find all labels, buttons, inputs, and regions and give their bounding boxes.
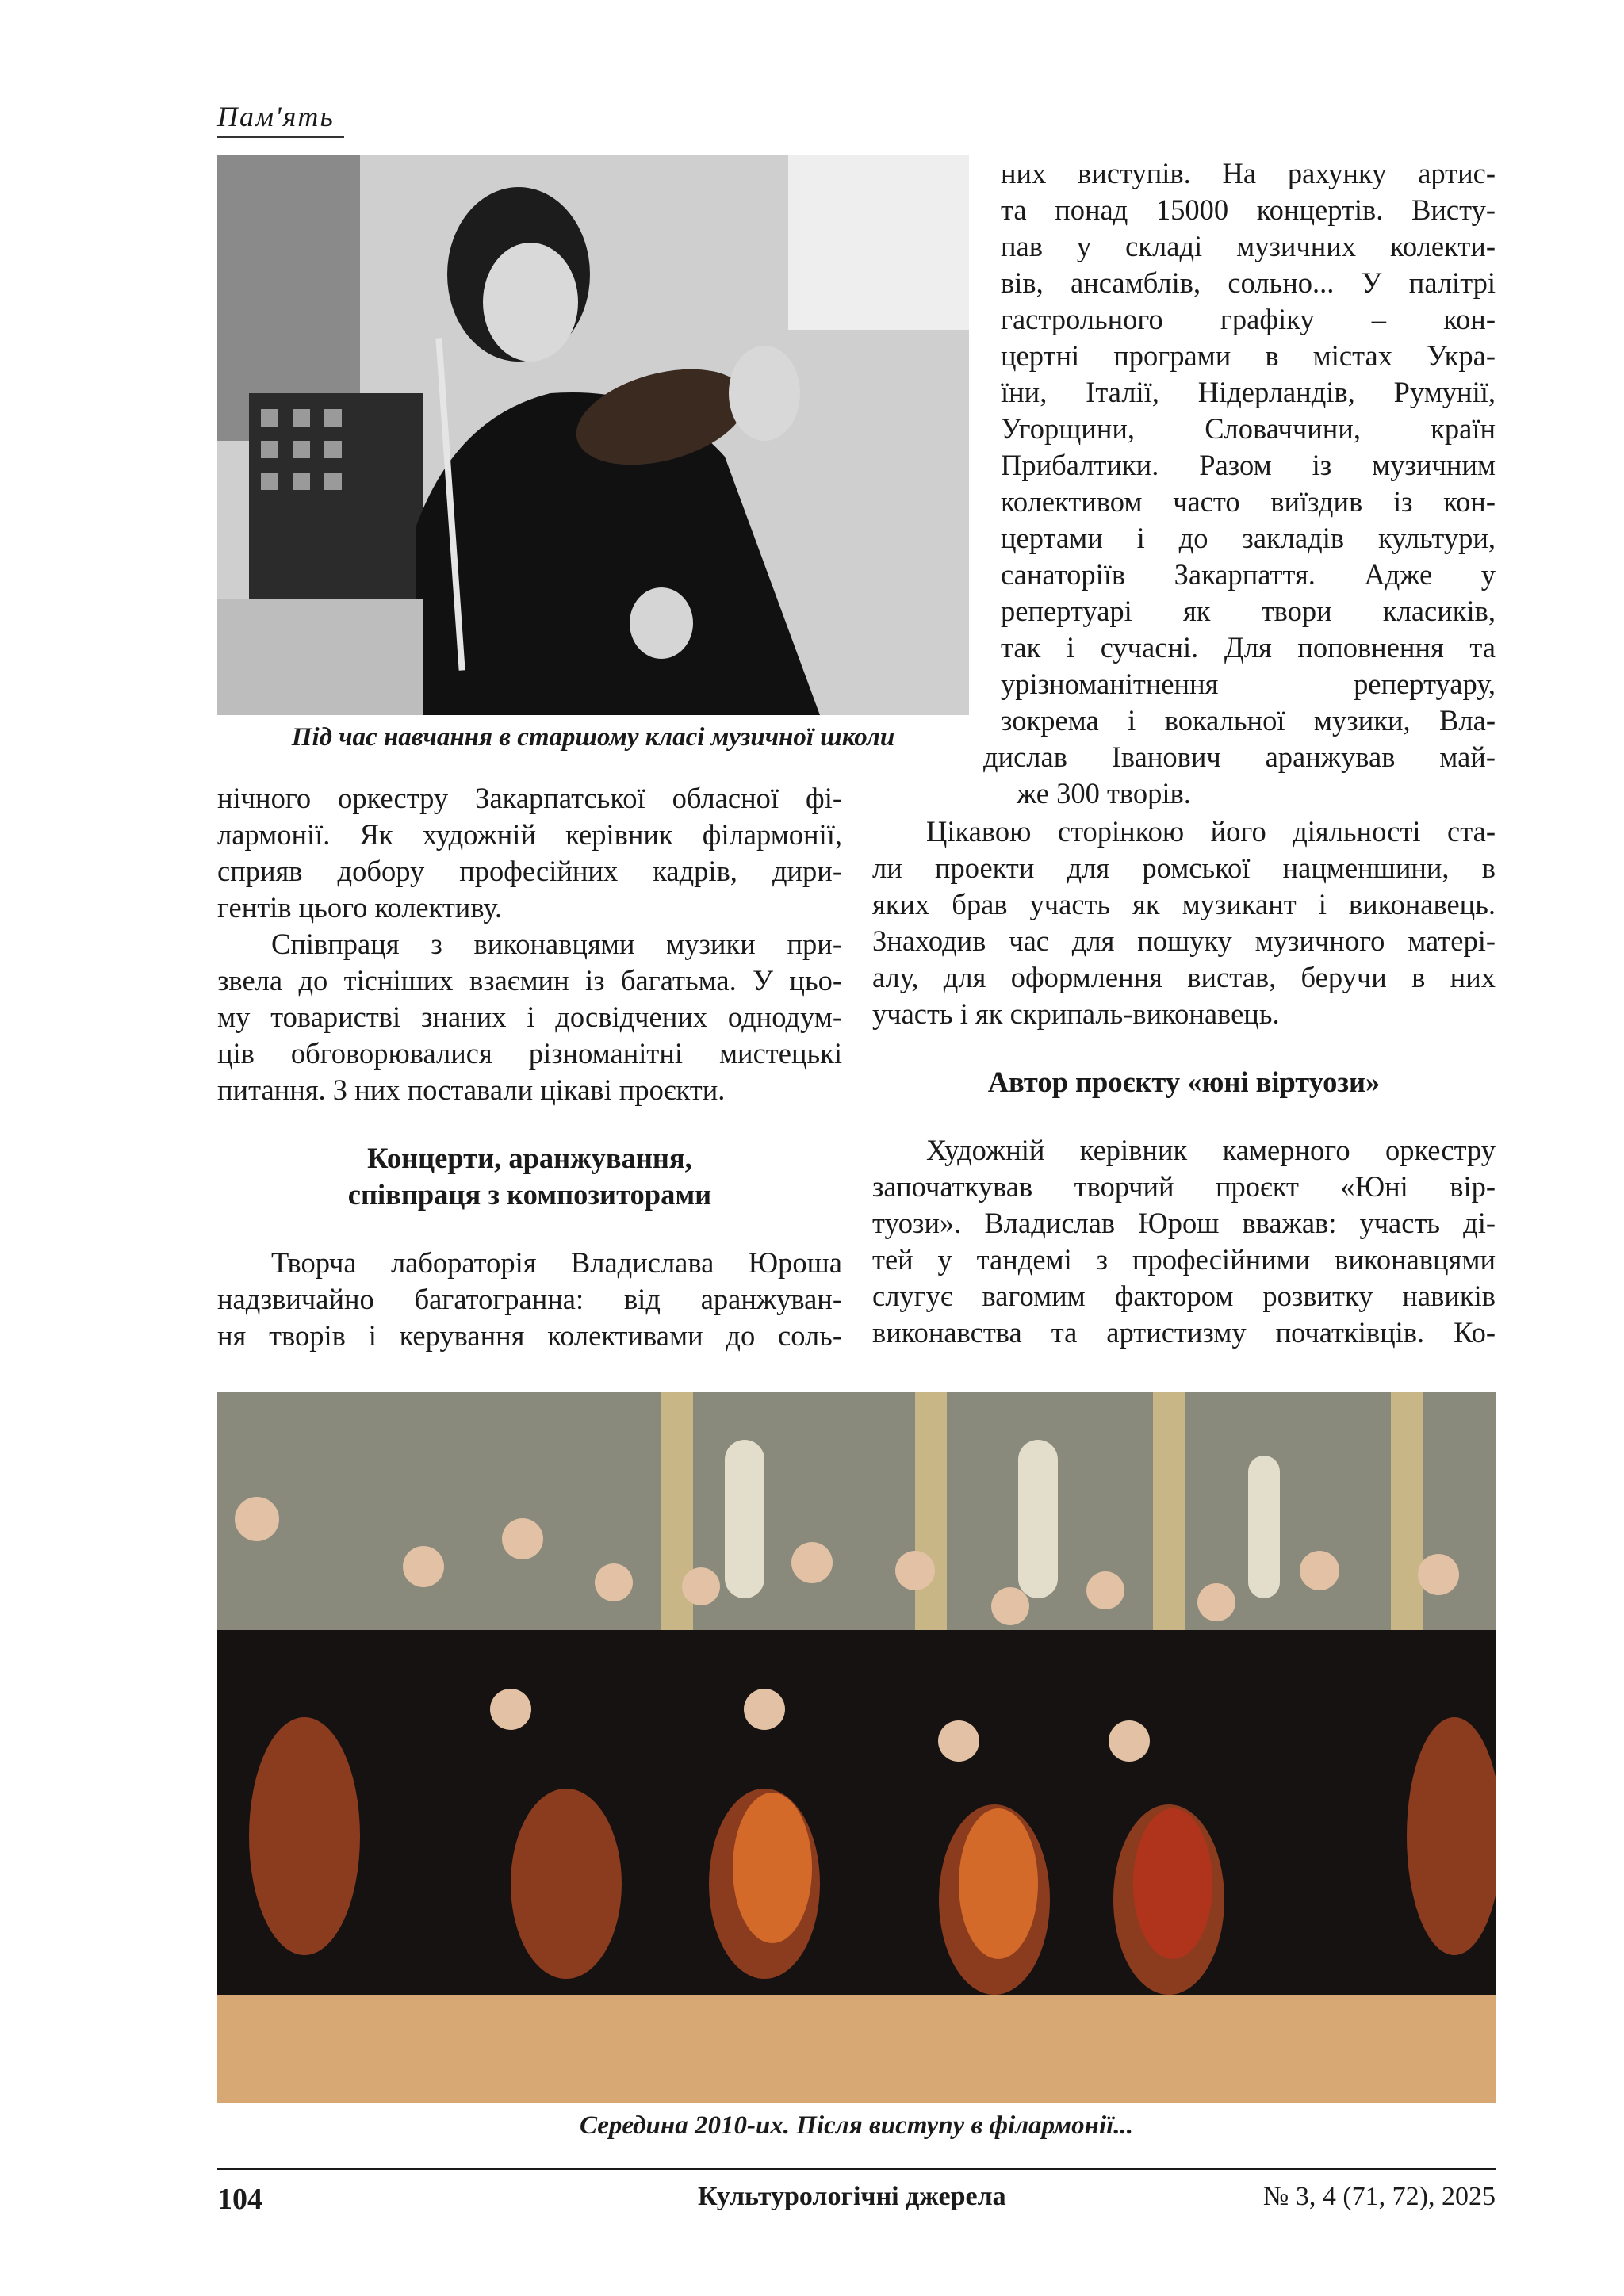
text-line: зокрема і вокальної музики, Вла- <box>1001 704 1496 737</box>
text-line: нічного оркестру Закарпатської обласної фі- <box>217 782 842 814</box>
photo-orchestra <box>217 1392 1496 2103</box>
text-line: вів, ансамблів, сольно... У палітрі <box>1001 266 1496 299</box>
photo-caption: Середина 2010-их. Після виступу в філармонії... <box>579 2111 1134 2140</box>
text-line: колективом часто виїздив із кон- <box>1001 485 1496 518</box>
text-line: ня творів і керування колективами до соль- <box>217 1319 842 1352</box>
text-line: та понад 15000 концертів. Висту- <box>1001 193 1496 226</box>
text-line: Співпраця з виконавцями музики при- <box>271 928 842 960</box>
article-column-right-top <box>1001 155 1496 739</box>
journal-title: Культурологічні джерела <box>698 2182 1006 2211</box>
text-line: участь і як скрипаль-виконавець. <box>872 997 1280 1030</box>
text-line: Знаходив час для пошуку музичного матері- <box>872 924 1496 957</box>
text-line: Угорщини, Словаччини, країн <box>1001 412 1496 445</box>
text-line: Цікавою сторінкою його діяльності ста- <box>926 815 1496 848</box>
text-line: дислав Іванович аранжував май- <box>983 740 1496 773</box>
text-line: цертні програми в містах Укра- <box>1001 339 1496 372</box>
text-line: му товаристві знаних і досвідчених однодум- <box>217 1001 842 1033</box>
text-line: Прибалтики. Разом із музичним <box>1001 449 1496 481</box>
text-line: ли проекти для ромської нацменшини, в <box>872 851 1496 884</box>
text-line: репертуарі як твори класиків, <box>1001 595 1496 627</box>
section-title-rule <box>217 136 344 138</box>
text-line: питання. З них поставали цікаві проєкти. <box>217 1073 726 1106</box>
section-title: Пам'ять <box>217 101 335 132</box>
footer-rule <box>217 2168 1496 2170</box>
text-line: Творча лабораторія Владислава Юроша <box>271 1246 842 1279</box>
text-line: цертами і до закладів культури, <box>1001 522 1496 554</box>
text-line: виконавства та артистизму початківців. Ко- <box>872 1316 1496 1349</box>
text-line: започаткував творчий проєкт «Юні вір- <box>872 1170 1496 1203</box>
photo-violinist-illustration <box>217 155 969 715</box>
page-number: 104 <box>217 2183 262 2216</box>
text-line: надзвичайно багатогранна: від аранжуван- <box>217 1283 842 1315</box>
text-line: Художній керівник камерного оркестру <box>926 1134 1496 1166</box>
text-line: санаторіїв Закарпаття. Адже у <box>1001 558 1496 591</box>
article-column-right-bottom <box>872 813 1496 1351</box>
text-line: сприяв добору професійних кадрів, дири- <box>217 855 842 887</box>
section-heading: Автор проєкту «юні віртуози» <box>987 1066 1381 1098</box>
text-line: ців обговорювалися різноманітні мистецькі <box>217 1037 842 1070</box>
text-line: гастрольного графіку – кон- <box>1001 303 1496 335</box>
text-line: гентів цього колективу. <box>217 891 503 924</box>
text-line: урізноманітнення репертуару, <box>1001 668 1496 700</box>
article-column-left <box>217 780 842 1354</box>
text-line: звела до тісніших взаємин із багатьма. У цьо- <box>217 964 842 997</box>
text-line: пав у складі музичних колекти- <box>1001 230 1496 262</box>
text-line: так і сучасні. Для поповнення та <box>1001 631 1496 664</box>
text-line: же 300 творів. <box>1017 777 1191 809</box>
text-line: тей у тандемі з професійними виконавцями <box>872 1243 1496 1276</box>
text-line: їни, Італії, Нідерландів, Румунії, <box>1001 376 1496 408</box>
text-line: алу, для оформлення вистав, беручи в них <box>872 961 1496 993</box>
text-line: лармонії. Як художній керівник філармонії, <box>217 818 842 851</box>
photo-violinist-student <box>217 155 969 715</box>
issue-number: № 3, 4 (71, 72), 2025 <box>1262 2182 1496 2211</box>
text-line: яких брав участь як музикант і виконавець. <box>872 888 1496 920</box>
article-column-right-continuation <box>983 739 1496 812</box>
photo-caption: Під час навчання в старшому класі музичної школи <box>291 723 895 752</box>
text-line: туози». Владислав Юрош вважав: участь ді- <box>872 1207 1496 1239</box>
section-heading: Концерти, аранжування, <box>367 1142 692 1174</box>
section-heading: співпраця з композиторами <box>347 1178 712 1211</box>
text-line: них виступів. На рахунку артис- <box>1001 157 1496 189</box>
photo-orchestra-illustration <box>217 1392 1496 2103</box>
text-line: слугує вагомим фактором розвитку навиків <box>872 1280 1496 1312</box>
